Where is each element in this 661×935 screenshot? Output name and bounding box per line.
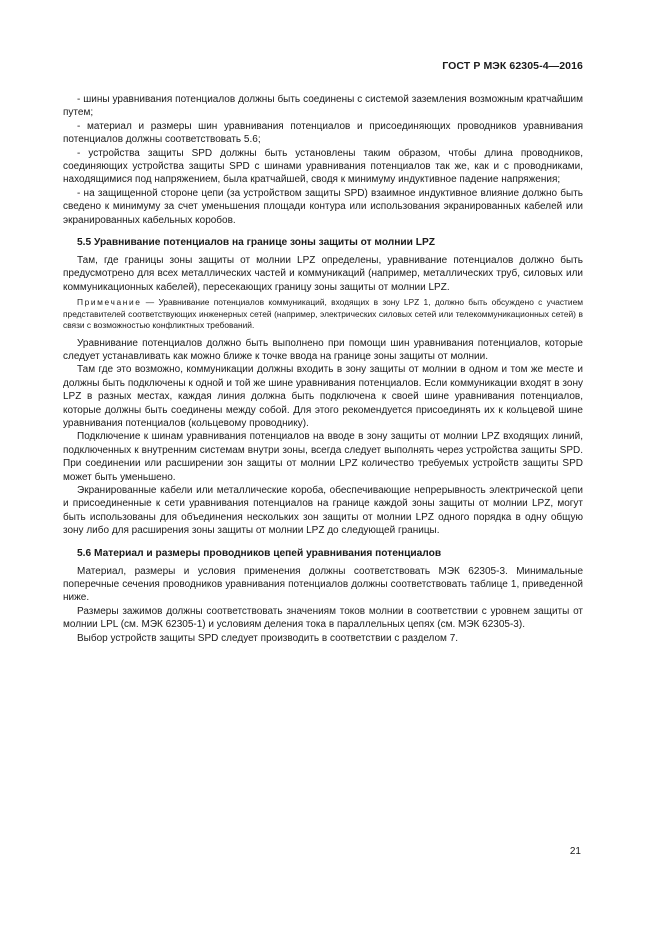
body-paragraph: Экранированные кабели или металлические короба, обеспечивающие непрерывность электрической цепи и присоединенные к сети уравнивания потенциалов на границе каждой зоны защиты от молнии LPZ, могут быть использованы для объединения нескольких зон защиты от молнии LPZ одного порядка в одну общую зону либо для расширения зоны защиты от молнии LPZ до следующей границы. xyxy=(63,484,583,537)
page-number: 21 xyxy=(569,846,581,857)
section-5-6-heading: 5.6 Материал и размеры проводников цепей уравнивания потенциалов xyxy=(77,547,442,559)
note-paragraph xyxy=(63,297,583,331)
page-body xyxy=(63,93,583,645)
body-paragraph: Подключение к шинам уравнивания потенциалов на вводе в зону защиты от молнии LPZ входящих линий, подключенных к внутренним системам внутри зоны, всегда следует выполнять через устройства защиты SPD. При соединении или расширении зон защиты от молнии LPZ количество требуемых устройств защиты SPD может быть уменьшено. xyxy=(63,431,583,483)
body-paragraph: Материал, размеры и условия применения должны соответствовать МЭК 62305-3. Минимальные поперечные сечения проводников уравнивания потенциалов должны соответствовать таблице 1, приведенной ниже. xyxy=(63,565,583,604)
body-paragraph: Уравнивание потенциалов должно быть выполнено при помощи шин уравнивания потенциалов, которые следует устанавливать как можно ближе к точке ввода на границе зоны защиты от молнии. xyxy=(63,337,583,362)
note-label: Примечание xyxy=(77,297,142,308)
note-text: — Уравнивание потенциалов коммуникаций, входящих в зону LPZ 1, должно быть обсуждено с участием представителей соответствующих инженерных сетей (например, электрических силовых сетей или телекоммуникационных сетей) в связи с возможностью конфликтных требований. xyxy=(63,297,583,331)
body-paragraph: Выбор устройств защиты SPD следует производить в соответствии с разделом 7. xyxy=(77,632,459,644)
body-paragraph: Там где это возможно, коммуникации должны входить в зону защиты от молнии в одном и том же месте и должны быть подключены к одной и той же шине уравнивания потенциалов. Если коммуникации входят в зону LPZ в разных местах, каждая линия должна быть подключена к своей шине уравнивания потенциалов, которые должны быть соединены между собой. Для этого рекомендуется присоединять их к кольцевой шине уравнивания потенциалов (кольцевому проводнику). xyxy=(63,364,583,429)
bullet-paragraph: - материал и размеры шин уравнивания потенциалов и присоединяющих проводников уравнивания потенциалов должны соответствовать 5.6; xyxy=(63,120,583,146)
body-paragraph: Размеры зажимов должны соответствовать значениям токов молнии в соответствии с уровнем защиты от молнии LPL (см. МЭК 62305-1) и условиям деления тока в параллельных цепях (см. МЭК 62305-3). xyxy=(63,605,583,631)
bullet-paragraph: - шины уравнивания потенциалов должны быть соединены с системой заземления возможным кратчайшим путем; xyxy=(63,94,583,119)
section-5-5-heading: 5.5 Уравнивание потенциалов на границе зоны защиты от молнии LPZ xyxy=(77,237,436,249)
bullet-paragraph: - на защищенной стороне цепи (за устройством защиты SPD) взаимное индуктивное влияние должно быть сведено к минимуму за счет уменьшения площади контура или использования экранированных кабелей или экранированных кабельных коробов. xyxy=(63,187,583,226)
bullet-paragraph: - устройства защиты SPD должны быть установлены таким образом, чтобы длина проводников, соединяющих устройства защиты SPD с шинами уравнивания потенциалов так же, как и с проводниками, находящимися под напряжением, была кратчайшей, сводя к минимуму индуктивное падение напряжения; xyxy=(63,147,583,186)
document-code-header: ГОСТ Р МЭК 62305-4—2016 xyxy=(442,60,583,72)
body-paragraph: Там, где границы зоны защиты от молнии LPZ определены, уравнивание потенциалов должно быть предусмотрено для всех металлических частей и коммуникаций (например, металлических труб, силовых или коммуникационных кабелей), пересекающих границу зоны защиты от молнии LPZ. xyxy=(63,255,583,293)
